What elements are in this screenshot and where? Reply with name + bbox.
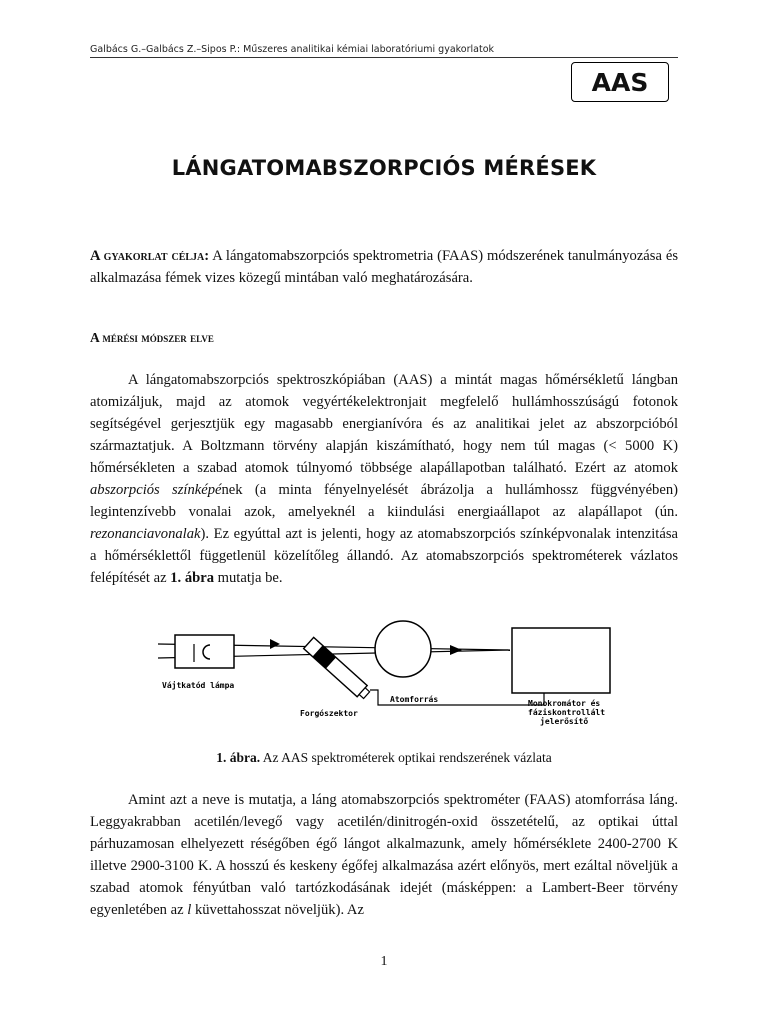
atomizer-label: Atomforrás xyxy=(390,695,439,704)
p1-text-1: A lángatomabszorpciós spektroszkópiában (AAS) a mintát magas hőmérsékletű lángban atomizáljuk, majd az atomok vegyértékelektronjait megfelelő hullámhosszúságú fotonok segítségével gerjesztjük egy magasabb energianívóra és az analitikai jelet az abszorpcióból származtatjuk. A Boltzmann törvény alapján kiszámítható, hogy nem túl magas (< 5000 K) hőmérsékleten a szabad atomok túlnyomó többsége alapállapotban található. Ezért az atomok xyxy=(90,372,678,476)
caption-text: Az AAS spektrométerek optikai rendszerének vázlata xyxy=(260,750,552,765)
lamp-label: Vájtkatód lámpa xyxy=(162,681,235,690)
beam-arrow-left xyxy=(270,639,280,649)
section-badge: AAS xyxy=(571,62,669,102)
p1-text-2: nek (a minta fényelnyelését ábrázolja a hullámhossz függvényében) legintenzívebb vonalai azok, amelyeknél a kiindulási energiaállapot az alapállapot (ún. xyxy=(90,482,678,520)
section-title: A mérési módszer elve xyxy=(90,330,214,345)
p1-text-3: ). Ez egyúttal azt is jelenti, hogy az atomabszorpciós színképvonalak intenzitása a hőmérséklettől függetlenül közelítőleg állandó. Az atomabszorpciós spektrométerek vázlatos felépítését az xyxy=(90,526,678,586)
aim-text: A lángatomabszorpciós spektrometria (FAAS) módszerének tanulmányozása és alkalmazása fémek vizes közegű mintában való meghatározására. xyxy=(90,248,679,286)
mono-label-3: jelerősítő xyxy=(540,717,589,726)
p1-term-resonance: rezonanciavonalak xyxy=(90,526,201,542)
flame-paragraph xyxy=(90,789,678,921)
mono-label-2: fáziskontrollált xyxy=(528,708,606,717)
beam-arrow-right xyxy=(450,645,462,655)
p2-text-1: Amint azt a neve is mutatja, a láng atomabszorpciós spektrométer (FAAS) atomforrása láng. Leggyakrabban acetilén/levegő vagy acetilén/dinitrogén-oxid összetételű, az optikai úttal párhuzamosan elhelyezett réségőben égő lángot alkalmazunk, amely hőmérséklete 2400-2700 K illetve 2900-3100 K. A hosszú és keskeny égőfej alkalmazása azért előnyös, mert ezáltal növeljük a szabad atomok fényútban való tartózkodásának idejét (másképpen: a Lambert-Beer törvény egyenletében az xyxy=(90,792,678,918)
aim-label: A gyakorlat célja: xyxy=(90,248,210,264)
atomizer-circle xyxy=(375,621,431,677)
header-rule xyxy=(90,57,678,58)
mono-label-1: Monokromátor és xyxy=(528,699,601,708)
page-title: LÁNGATOMABSZORPCIÓS MÉRÉSEK xyxy=(171,156,597,180)
p2-text-2: küvettahosszat növeljük). Az xyxy=(191,902,364,918)
caption-label: 1. ábra. xyxy=(216,750,261,765)
figure-caption xyxy=(90,750,678,766)
p1-figure-ref: 1. ábra xyxy=(170,570,214,586)
page-number: 1 xyxy=(380,954,388,969)
running-header: Galbács G.–Galbács Z.–Sipos P.: Műszeres analitikai kémiai laboratóriumi gyakorlatok xyxy=(90,44,495,55)
p1-text-4: mutatja be. xyxy=(214,570,283,586)
principle-paragraph xyxy=(90,369,678,589)
aim-paragraph xyxy=(90,245,678,289)
lamp-box xyxy=(175,635,234,668)
aas-schematic-figure xyxy=(150,604,620,740)
p2-symbol-l: l xyxy=(187,902,192,918)
chopper-label: Forgószektor xyxy=(300,709,358,718)
p1-term-spectrum: abszorpciós színképé xyxy=(90,482,222,498)
monochromator-box xyxy=(512,628,610,693)
